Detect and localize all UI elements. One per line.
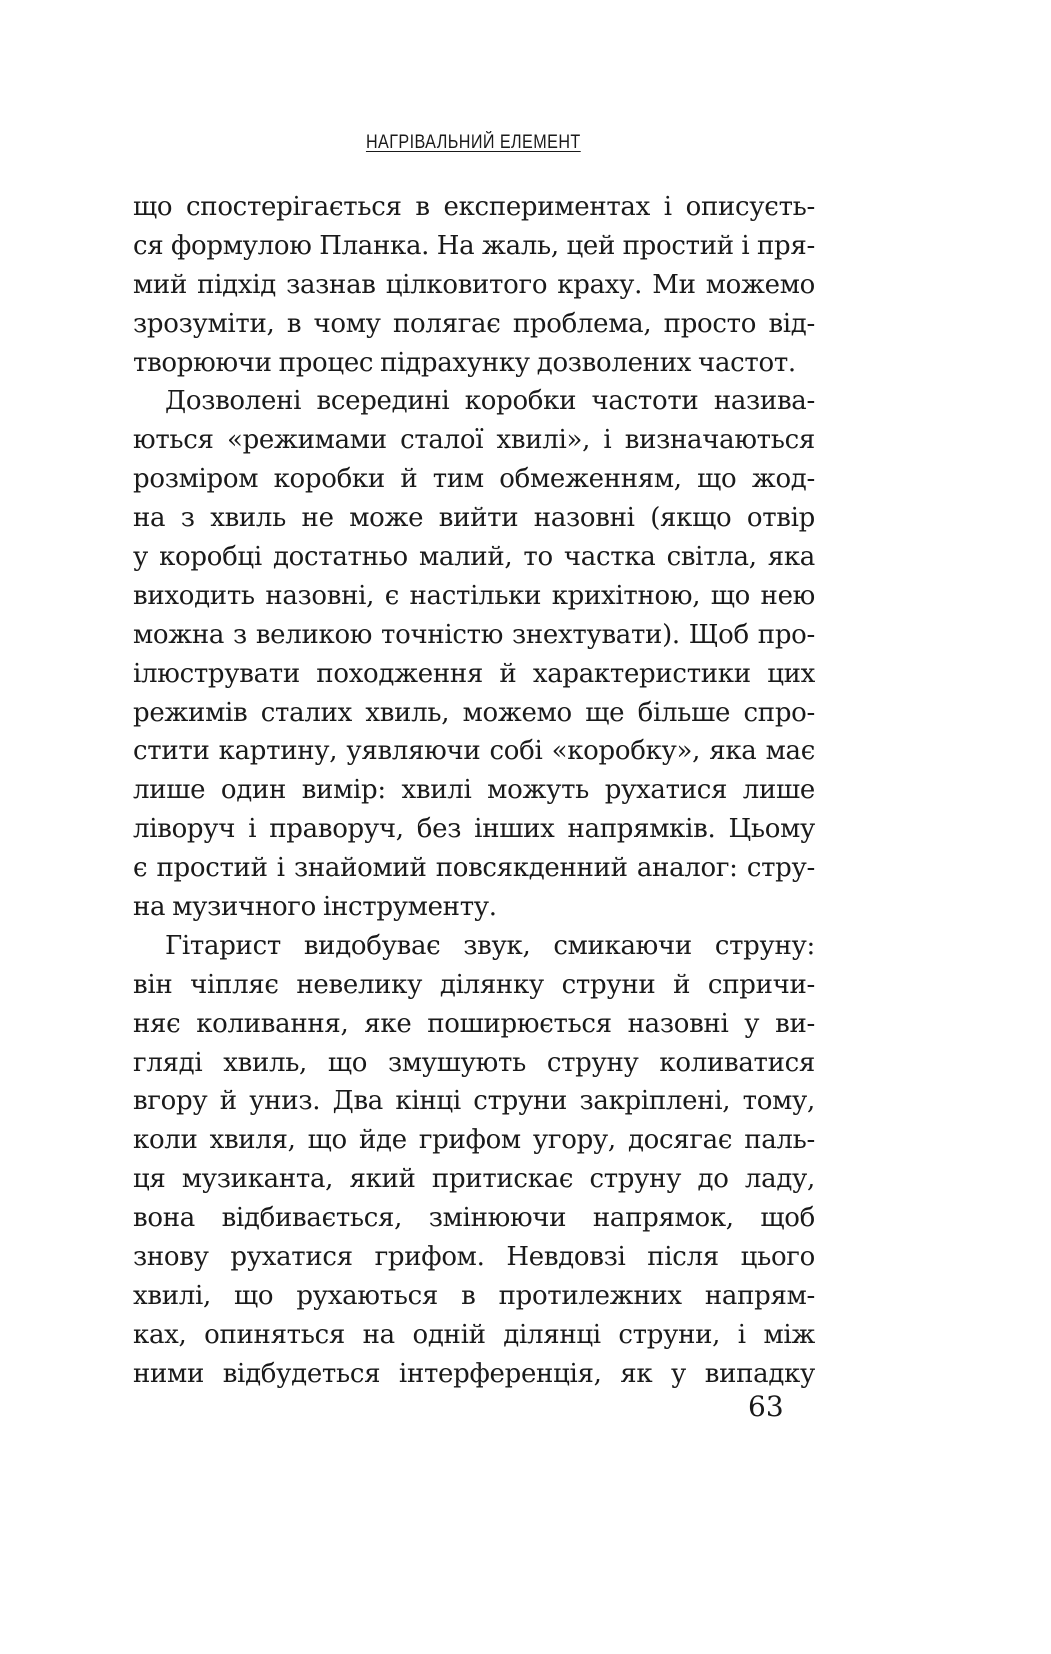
text-line: виходить назовні, є настільки крихітною, що нею [133, 580, 815, 611]
body-text [133, 188, 815, 1394]
text-line: він чіпляє невелику ділянку струни й спричи- [133, 969, 815, 1000]
text-line: режимів сталих хвиль, можемо ще більше спро- [133, 697, 815, 728]
text-line: ліворуч і праворуч, без інших напрямків. Цьому [133, 814, 815, 845]
text-line: Гітарист видобуває звук, смикаючи струну: [165, 930, 815, 961]
text-line: ними відбудеться інтерференція, як у випадку [133, 1358, 815, 1389]
text-line: гляді хвиль, що змушують струну коливатися [133, 1047, 815, 1078]
paragraph [133, 927, 815, 1394]
text-line: мий підхід зазнав цілковитого краху. Ми можемо [133, 269, 815, 300]
text-line: що спостерігається в експериментах і описуєть- [133, 192, 815, 222]
running-title: НАГРІВАЛЬНИЙ ЕЛЕМЕНТ [365, 132, 581, 153]
text-line: є простий і знайомий повсякденний аналог: стру- [133, 853, 815, 884]
text-line: розміром коробки й тим обмеженням, що жод- [133, 464, 815, 495]
text-line: ця музиканта, який притискає струну до ладу, [133, 1164, 815, 1195]
text-line: знову рухатися грифом. Невдовзі після цього [133, 1242, 815, 1273]
text-line: ках, опиняться на одній ділянці струни, і між [133, 1319, 815, 1350]
text-line: на з хвиль не може вийти назовні (якщо отвір [133, 503, 815, 534]
text-line: хвилі, що рухаються в протилежних напрям- [133, 1280, 815, 1311]
running-header [0, 132, 946, 154]
text-line: лише один вимір: хвилі можуть рухатися лише [133, 775, 815, 806]
text-line: можна з великою точністю знехтувати). Щоб про- [133, 619, 815, 650]
text-line: вона відбивається, змінюючи напрямок, щоб [133, 1203, 815, 1234]
text-line: на музичного інструменту. [133, 892, 497, 923]
text-line: ся формулою Планка. На жаль, цей простий і пря- [133, 230, 815, 261]
text-line: ілюструвати походження й характеристики цих [133, 658, 815, 689]
text-line: ються «режимами сталої хвилі», і визначаються [133, 425, 815, 456]
text-line: стити картину, уявляючи собі «коробку», яка має [133, 736, 815, 767]
text-line: творюючи процес підрахунку дозволених частот. [133, 347, 796, 378]
page-number: 63 [748, 1390, 784, 1423]
text-line: зрозуміти, в чому полягає проблема, просто від- [133, 308, 815, 339]
text-line: Дозволені всередині коробки частоти назива- [165, 386, 815, 417]
text-line: вгору й униз. Два кінці струни закріплені, тому, [133, 1086, 815, 1117]
paragraph [133, 188, 815, 382]
text-line: коли хвиля, що йде грифом угору, досягає паль- [133, 1125, 815, 1156]
text-line: у коробці достатньо малий, то частка світла, яка [133, 542, 815, 573]
text-line: няє коливання, яке поширюється назовні у ви- [133, 1008, 815, 1039]
paragraph [133, 382, 815, 926]
